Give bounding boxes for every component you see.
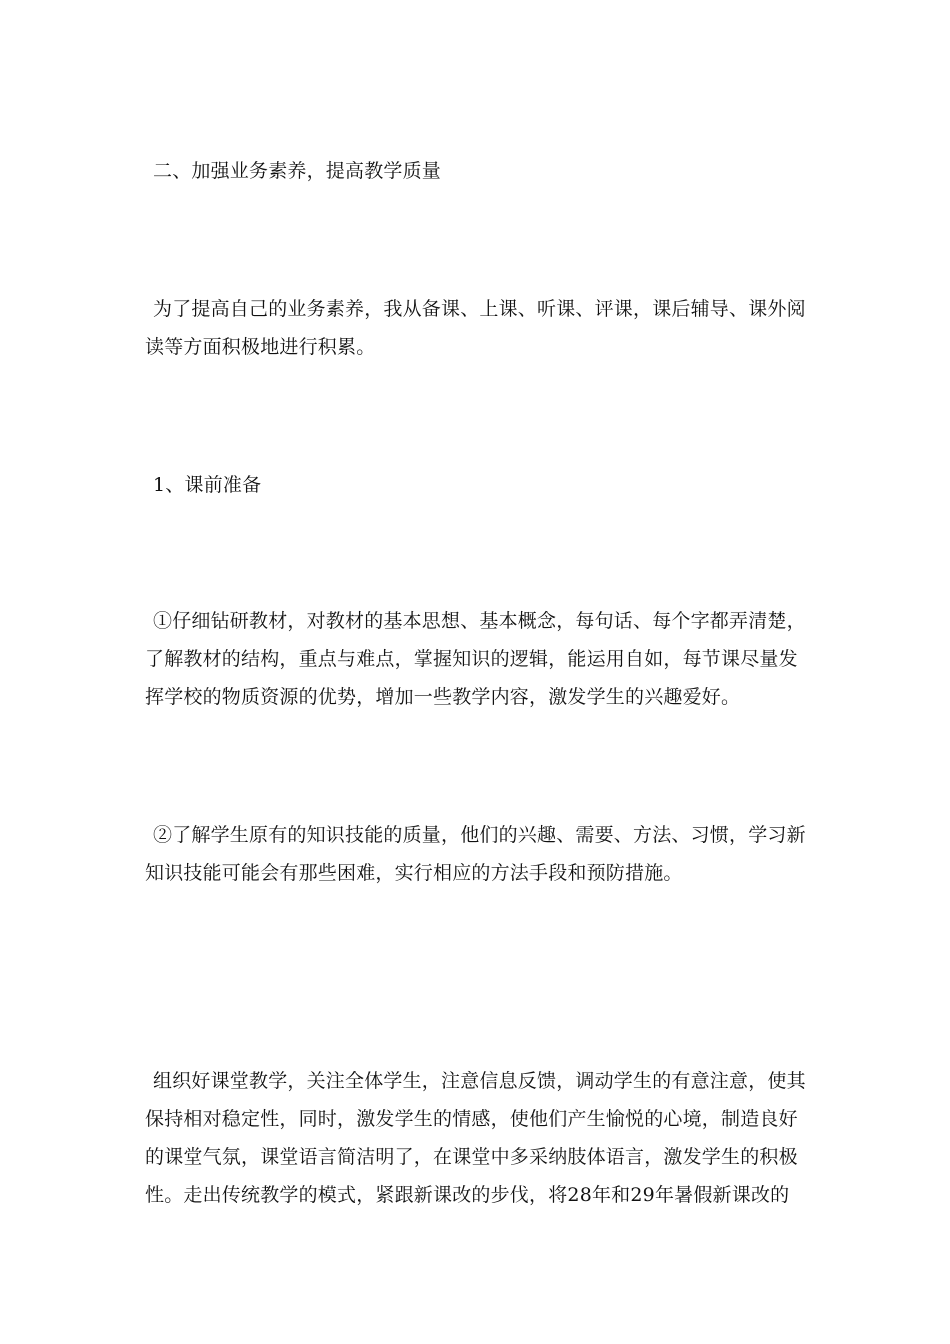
list-item-2: ②了解学生原有的知识技能的质量，他们的兴趣、需要、方法、习惯，学习新知识技能可能会有那些困难，实行相应的方法手段和预防措施。 — [145, 824, 806, 884]
section-heading: 二、加强业务素养，提高教学质量 — [153, 160, 442, 182]
subheading: 1、课前准备 — [153, 474, 262, 496]
intro-paragraph: 为了提高自己的业务素养，我从备课、上课、听课、评课，课后辅导、课外阅读等方面积极地进行积累。 — [145, 298, 806, 358]
classroom-paragraph: 组织好课堂教学，关注全体学生，注意信息反馈，调动学生的有意注意，使其保持相对稳定性，同时，激发学生的情感，使他们产生愉悦的心境，制造良好的课堂气氛，课堂语言简洁明了，在课堂中多采纳肢体语言，激发学生的积极性。走出传统教学的模式，紧跟新课改的步伐，将28年和29年暑假新课改的 — [145, 1070, 806, 1206]
list-item-1: ①仔细钻研教材，对教材的基本思想、基本概念，每句话、每个字都弄清楚，了解教材的结构，重点与难点，掌握知识的逻辑，能运用自如，每节课尽量发挥学校的物质资源的优势，增加一些教学内容，激发学生的兴趣爱好。 — [145, 610, 806, 708]
